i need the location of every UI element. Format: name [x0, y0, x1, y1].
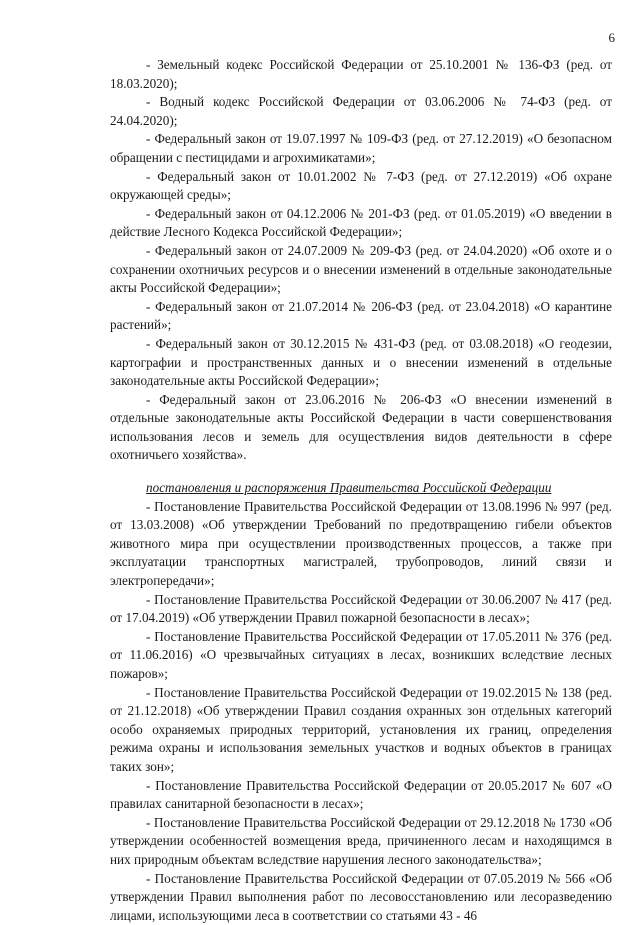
law-item: - Земельный кодекс Российской Федерации от 25.10.2001 № 136-ФЗ (ред. от 18.03.2020);: [110, 57, 612, 91]
decree-item: - Постановление Правительства Российской Федерации от 07.05.2019 № 566 «Об утверждении Правил выполнения работ по лесовосстановлению или лесоразведению лицами, использующими леса в соответствии со статьями 43 - 46: [110, 870, 612, 923]
law-item: - Федеральный закон от 24.07.2009 № 209-ФЗ (ред. от 24.04.2020) «Об охоте и о сохранении охотничьих ресурсов и о внесении изменений в отдельные законодательные акты Российской Федерации»;: [110, 242, 612, 296]
decree-item: - Постановление Правительства Российской Федерации от 30.06.2007 № 417 (ред. от 17.04.2019) «Об утверждении Правил пожарной безопасности в лесах»;: [110, 591, 612, 626]
law-item: - Федеральный закон от 21.07.2014 № 206-ФЗ (ред. от 23.04.2018) «О карантине растений»;: [110, 298, 612, 333]
law-item: - Федеральный закон от 23.06.2016 № 206-ФЗ «О внесении изменений в отдельные законодательные акты Российской Федерации в части совершенствования использования лесов и земель для осуществления видов деятельности в сфере охотничьего хозяйства».: [110, 391, 612, 463]
decree-item: - Постановление Правительства Российской Федерации от 13.08.1996 № 997 (ред. от 13.03.2008) «Об утверждении Требований по предотвращению гибели объектов животного мира при осуществлении производственных процессов, а также при эксплуатации транспортных магистралей, трубопроводов, линий связи и электропередачи»;: [110, 498, 612, 589]
page-number: 6: [608, 30, 615, 45]
decree-item: - Постановление Правительства Российской Федерации от 17.05.2011 № 376 (ред. от 11.06.2016) «О чрезвычайных ситуациях в лесах, возникших вследствие лесных пожаров»;: [110, 628, 612, 681]
section-heading: постановления и распоряжения Правительства Российской Федерации: [146, 480, 552, 496]
decree-item: - Постановление Правительства Российской Федерации от 19.02.2015 № 138 (ред. от 21.12.2018) «Об утверждении Правил создания охранных зон отдельных категорий особо охраняемых природных территорий, установления их границ, определения режима охраны и использования земельных участков и водных объектов в границах таких зон»;: [110, 684, 612, 774]
law-item: - Федеральный закон от 10.01.2002 № 7-ФЗ (ред. от 27.12.2019) «Об охране окружающей среды»;: [110, 168, 612, 203]
decree-item: - Постановление Правительства Российской Федерации от 20.05.2017 № 607 «О правилах санитарной безопасности в лесах»;: [110, 777, 612, 812]
law-item: - Водный кодекс Российской Федерации от 03.06.2006 № 74-ФЗ (ред. от 24.04.2020);: [110, 94, 612, 128]
law-item: - Федеральный закон от 19.07.1997 № 109-ФЗ (ред. от 27.12.2019) «О безопасном обращении с пестицидами и агрохимикатами»;: [110, 131, 612, 165]
document-body: [110, 56, 612, 925]
decree-item: - Постановление Правительства Российской Федерации от 29.12.2018 № 1730 «Об утверждении особенностей возмещения вреда, причиненного лесам и находящимся в них природным объектам вследствие нарушения лесного законодательства»;: [110, 814, 612, 867]
law-item: - Федеральный закон от 30.12.2015 № 431-ФЗ (ред. от 03.08.2018) «О геодезии, картографии и пространственных данных и о внесении изменений в отдельные законодательные акты Российской Федерации»;: [110, 335, 612, 389]
law-item: - Федеральный закон от 04.12.2006 № 201-ФЗ (ред. от 01.05.2019) «О введении в действие Лесного Кодекса Российской Федерации»;: [110, 205, 612, 240]
